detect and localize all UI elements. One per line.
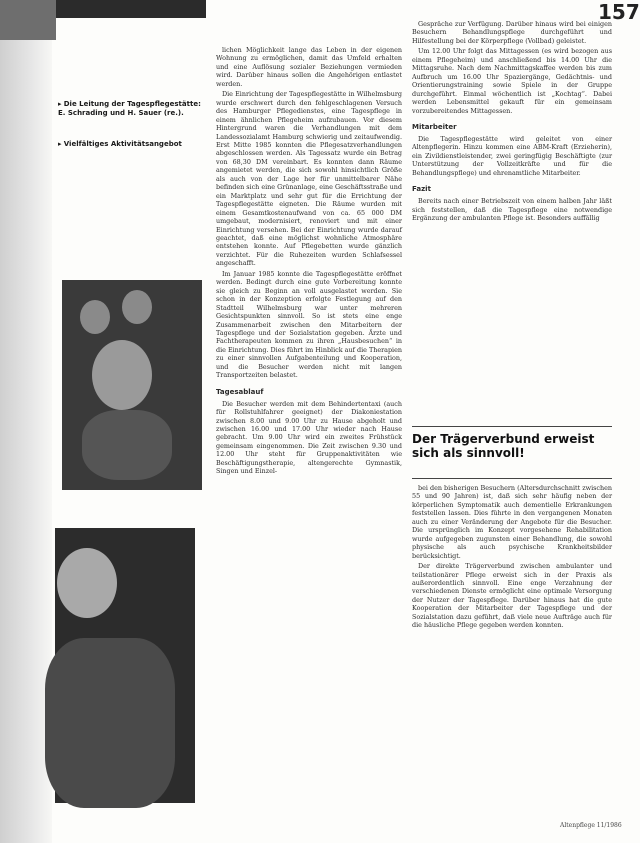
paragraph: lichen Möglichkeit lange das Leben in der eigenen Wohnung zu ermöglichen, damit das Umfeld erhalten und eine Auflösung sozialer Beziehungen vermieden wird. Darüber hinaus sollen die Angehörigen entlastet werden. — [216, 46, 402, 88]
headline: Der Trägerverbund erweist sich als sinnvoll! — [412, 432, 595, 460]
headline-rule-bottom — [412, 478, 612, 479]
top-dark-bar — [56, 0, 206, 18]
caption-2 — [58, 140, 208, 149]
text-column-right-top — [412, 20, 612, 225]
headline-rule-top — [412, 426, 612, 427]
caption-bullet-icon: ▸ — [58, 100, 62, 108]
paragraph: Um 12.00 Uhr folgt das Mittagessen (es wird bezogen aus einem Pflegeheim) und anschließend bis 14.00 Uhr die Mittagsruhe. Nach dem Nachmittagskaffee werden bis zum Aufbruch um 16.00 Uhr Spaziergänge, Gedächtnis- und Orientierungstraining sowie Spiele in der Gruppe durchgeführt. Einmal wöchentlich ist „Kochtag“. Dabei werden Lebensmittel gekauft für ein gemeinsam vorzubereitendes Mittagessen. — [412, 47, 612, 115]
text-column-left — [216, 46, 402, 478]
caption-text: Vielfältiges Aktivitätsangebot — [63, 140, 182, 148]
section-heading: Fazit — [412, 185, 431, 194]
paragraph: Der direkte Trägerverbund zwischen ambulanter und teilstationärer Pflege erweist sich in der Praxis als außerordentlich sinnvoll. Eine enge Verzahnung der verschiedenen Dienste ermöglicht eine optimale Versorgung der Nutzer der Tagespflege. Darüber hinaus hat die gute Kooperation der Mitarbeiter der Tagespflege und der Sozialstation dazu geführt, daß viele neue Aufträge auch für die häusliche Pflege gegeben werden konnten. — [412, 562, 612, 630]
paragraph: Die Einrichtung der Tagespflegestätte in Wilhelmsburg wurde erschwert durch den fehlgeschlagenen Versuch des Hamburger Pflegedienstes, eine Tagespflege in einem ähnlichen Pflegeheim aufzubauen. Vor diesem Hintergrund waren die Verhandlungen mit dem Landessozialamt Hamburg schwierig und zeitaufwendig. Erst Mitte 1985 konnten die Pflegesatzverhandlungen abgeschlossen werden. Als Tagessatz wurde ein Betrag von 68,30 DM vereinbart. Es konnten dann Räume angemietet werden, die sich sowohl hinsichtlich Größe als auch von der Lage her für unmittelbarer Nähe befinden sich eine Grünanlage, eine Geschäftsstraße und ein Marktplatz und sehr gut für die Errichtung der Tagespflegestätte eigneten. Die Räume wurden mit einem Gesamtkostenaufwand von ca. 65 000 DM umgebaut, modernisiert, renoviert und mit einer Einrichtung versehen. Bei der Einrichtung wurde darauf geachtet, daß eine möglichst wohnliche Atmosphäre entstehen konnte. Auf Pflegebetten wurde gänzlich verzichtet. Für die Ruhezeiten wurden Schlafsessel angeschafft. — [216, 90, 402, 268]
binding-corner — [0, 0, 56, 40]
caption-bullet-icon: ▸ — [58, 140, 62, 148]
paragraph: Im Januar 1985 konnte die Tagespflegestätte eröffnet werden. Bedingt durch eine gute Vorbereitung konnte sie gleich zu Beginn an voll ausgelastet werden. Sie schon in der Konzeption erfolgte Festlegung auf den Stadtteil Wilhelmsburg war unter mehreren Gesichtspunkten sinnvoll. So ist stets eine enge Zusammenarbeit zwischen den Mitarbeitern der Tagespflege und der Sozialstation gegeben. Ärzte und Fachtherapeuten kommen zu ihren „Hausbesuchen“ in die Einrichtung. Dies führt im Hinblick auf die Therapien zu einer sinnvollen Aufgabenteilung und Kooperation, und die Besucher werden nicht mit langen Transportzeiten belastet. — [216, 269, 402, 380]
section-heading: Mitarbeiter — [412, 122, 457, 131]
text-column-right-bottom — [412, 484, 612, 632]
paragraph: Die Besucher werden mit dem Behindertentaxi (auch für Rollstuhlfahrer geeignet) der Diakoniestation zwischen 8.00 und 9.00 Uhr zu Hause abgeholt und zwischen 16.00 und 17.00 Uhr wieder nach Hause gebracht. Um 9.00 Uhr wird ein zweites Frühstück gemeinsam eingenommen. Die Zeit zwischen 9.30 und 12.00 Uhr steht für Gruppenaktivitäten wie Beschäftigungstherapie, altengerechte Gymnastik, Singen und Einzel- — [216, 399, 402, 476]
page-footer: Altenpflege 11/1986 — [560, 822, 622, 829]
paragraph: bei den bisherigen Besuchern (Altersdurchschnitt zwischen 55 und 90 Jahren) ist, daß sich sehr häufig neben der körperlichen Symptomatik auch dementielle Erkrankungen feststellen lassen. Dies führte in den vergangenen Monaten auch zu einer Veränderung der Angebote für die Besucher. Die ursprünglich im Konzept vorgesehene Rehabilitation wurde aufgegeben zugunsten einer Behandlung, die sowohl physische als auch psychische Krankheitsbilder berücksichtigt. — [412, 484, 612, 560]
page-number: 157 — [598, 0, 640, 24]
caption-text: Die Leitung der Tagespflegestätte: E. Schrading und H. Sauer (re.). — [58, 100, 201, 117]
section-heading: Tagesablauf — [216, 387, 264, 396]
paragraph: Gespräche zur Verfügung. Darüber hinaus wird bei einigen Besuchern Behandlungspflege durchgeführt und Hilfestellung bei der Körperpflege (Vollbad) geleistet. — [412, 20, 612, 45]
paragraph: Bereits nach einer Betriebszeit von einem halben Jahr läßt sich feststellen, daß die Tagespflege eine notwendige Ergänzung der ambulanten Pflege ist. Besonders auffällig — [412, 197, 612, 223]
paragraph: Die Tagespflegestätte wird geleitet von einer Altenpflegerin. Hinzu kommen eine ABM-Kraft (Erzieherin), ein Zivildienstleistender, zwei geringfügig Beschäftigte (zur Unterstützung der Vollzeitkräfte und für die Behandlungspflege) und ehrenamtliche Mitarbeiter. — [412, 134, 612, 177]
photo-leaders-with-wheelchair — [62, 280, 202, 490]
photo-elderly-woman — [55, 528, 195, 803]
caption-1 — [58, 100, 208, 118]
